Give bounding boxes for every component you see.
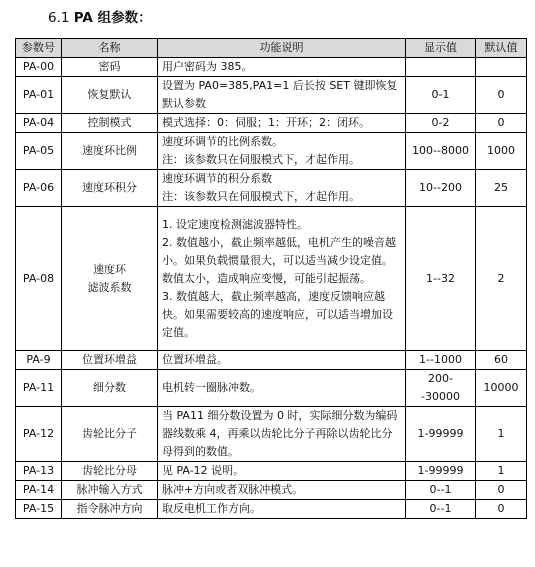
param-name-cell: 速度环 滤波系数	[62, 207, 158, 351]
table-row	[16, 462, 527, 481]
param-description-cell	[158, 77, 406, 114]
display-value-cell: 1-99999	[406, 462, 476, 481]
description-line: 脉冲+方向或者双脉冲模式。	[162, 483, 304, 496]
description-line: 2. 数值越小，截止频率越低，电机产生的噪音越小。如果负载惯量很大，可以适当减少设定值。数值太小，造成响应变慢，可能引起振荡。	[162, 235, 396, 285]
param-description-cell	[158, 114, 406, 133]
param-name-cell: 齿轮比分母	[62, 462, 158, 481]
param-id-cell: PA-06	[16, 170, 62, 207]
display-value-cell: 0-1	[406, 77, 476, 114]
table-row	[16, 170, 527, 207]
description-line: 见 PA-12 说明。	[162, 464, 245, 477]
table-row	[16, 133, 527, 170]
param-id-cell: PA-04	[16, 114, 62, 133]
table-row	[16, 207, 527, 351]
table-row	[16, 58, 527, 77]
default-value-cell: 2	[476, 207, 527, 351]
parameter-table	[15, 38, 527, 519]
table-row	[16, 500, 527, 519]
param-name-cell: 脉冲输入方式	[62, 481, 158, 500]
default-value-cell	[476, 58, 527, 77]
param-id-cell: PA-9	[16, 351, 62, 370]
param-id-cell: PA-14	[16, 481, 62, 500]
default-value-cell: 1	[476, 407, 527, 462]
display-value-cell: 1-99999	[406, 407, 476, 462]
param-name-cell: 控制模式	[62, 114, 158, 133]
param-name-cell: 速度环比例	[62, 133, 158, 170]
param-id-cell: PA-13	[16, 462, 62, 481]
display-value-cell: 1--32	[406, 207, 476, 351]
display-value-cell: 100--8000	[406, 133, 476, 170]
param-id-cell: PA-11	[16, 370, 62, 407]
param-description-cell	[158, 351, 406, 370]
description-line: 取反电机工作方向。	[162, 502, 261, 515]
header-param-id: 参数号	[16, 39, 62, 58]
default-value-cell: 0	[476, 77, 527, 114]
default-value-cell: 60	[476, 351, 527, 370]
param-id-cell: PA-08	[16, 207, 62, 351]
description-line: 速度环调节的比例系数。	[162, 135, 283, 148]
param-description-cell	[158, 462, 406, 481]
table-row	[16, 77, 527, 114]
table-row	[16, 481, 527, 500]
table-header-row	[16, 39, 527, 58]
param-name-cell: 位置环增益	[62, 351, 158, 370]
description-line: 速度环调节的积分系数	[162, 172, 272, 185]
default-value-cell: 1	[476, 462, 527, 481]
param-name-cell: 指令脉冲方向	[62, 500, 158, 519]
display-value-cell: 0--1	[406, 500, 476, 519]
param-name-cell: 齿轮比分子	[62, 407, 158, 462]
table-row	[16, 370, 527, 407]
description-line: 模式选择：0：伺服；1：开环；2：闭环。	[162, 116, 370, 129]
param-id-cell: PA-12	[16, 407, 62, 462]
header-name: 名称	[62, 39, 158, 58]
param-description-cell	[158, 500, 406, 519]
param-id-cell: PA-01	[16, 77, 62, 114]
param-id-cell: PA-05	[16, 133, 62, 170]
default-value-cell: 10000	[476, 370, 527, 407]
default-value-cell: 25	[476, 170, 527, 207]
header-default-value: 默认值	[476, 39, 527, 58]
display-value-cell: 0--1	[406, 481, 476, 500]
table-row	[16, 114, 527, 133]
section-heading: PA 组参数：	[73, 10, 152, 26]
param-description-cell	[158, 407, 406, 462]
description-line: 用户密码为 385。	[162, 60, 253, 73]
description-line: 电机转一圈脉冲数。	[162, 381, 261, 394]
display-value-cell: 0-2	[406, 114, 476, 133]
section-number: 6.1	[48, 10, 70, 26]
param-name-cell: 速度环积分	[62, 170, 158, 207]
description-line: 当 PA11 细分数设置为 0 时，实际细分数为编码器线数乘 4，再乘以齿轮比分子再除以齿轮比分母得到的数值。	[162, 409, 398, 458]
description-line: 设置为 PA0=385,PA1=1 后长按 SET 键即恢复默认参数	[162, 79, 398, 110]
display-value-cell: 10--200	[406, 170, 476, 207]
section-title	[48, 6, 152, 26]
description-line: 3. 数值越大，截止频率越高，速度反馈响应越快。如果需要较高的速度响应，可以适当增加设定值。	[162, 289, 393, 339]
param-name-cell: 恢复默认	[62, 77, 158, 114]
param-description-cell	[158, 58, 406, 77]
display-value-cell: 1--1000	[406, 351, 476, 370]
param-id-cell: PA-15	[16, 500, 62, 519]
header-description: 功能说明	[158, 39, 406, 58]
param-description-cell	[158, 170, 406, 207]
display-value-cell	[406, 58, 476, 77]
header-display-value: 显示值	[406, 39, 476, 58]
param-name-cell: 细分数	[62, 370, 158, 407]
description-line: 注：该参数只在伺服模式下，才起作用。	[162, 190, 360, 203]
default-value-cell: 1000	[476, 133, 527, 170]
default-value-cell: 0	[476, 481, 527, 500]
table-row	[16, 351, 527, 370]
display-value-cell: 200--30000	[406, 370, 476, 407]
param-description-cell	[158, 481, 406, 500]
description-line: 注：该参数只在伺服模式下，才起作用。	[162, 153, 360, 166]
param-id-cell: PA-00	[16, 58, 62, 77]
param-name-cell: 密码	[62, 58, 158, 77]
default-value-cell: 0	[476, 114, 527, 133]
description-line: 1. 设定速度检测滤波器特性。	[162, 217, 308, 231]
default-value-cell: 0	[476, 500, 527, 519]
param-description-cell	[158, 133, 406, 170]
table-row	[16, 407, 527, 462]
param-description-cell	[158, 207, 406, 351]
param-description-cell	[158, 370, 406, 407]
description-line: 位置环增益。	[162, 353, 228, 366]
